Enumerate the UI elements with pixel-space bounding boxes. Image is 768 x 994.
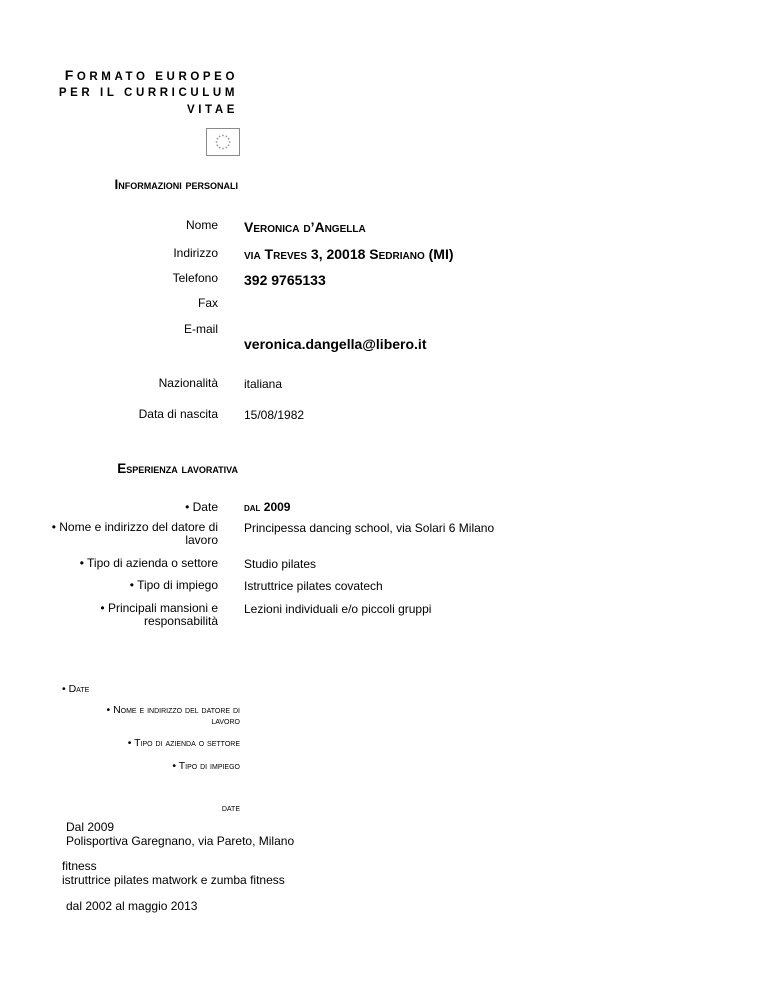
cv-header-line3: VITAE <box>186 104 238 116</box>
name-value: Veronica d’Angella <box>244 219 366 235</box>
eu-flag-icon <box>206 128 240 156</box>
cv-header-line1-rest: ORMATO EUROPEO <box>76 71 238 83</box>
email-label: E-mail <box>183 322 218 336</box>
employer-value: Principessa dancing school, via Solari 6 Milano <box>244 521 495 535</box>
email-value: veronica.dangella@libero.it <box>244 336 427 352</box>
overflow-employer-label-line1: • Nome e indirizzo del datore di <box>106 704 240 716</box>
phone-value: 392 9765133 <box>244 272 326 288</box>
personal-info-title: Informazioni personali <box>114 177 238 192</box>
nationality-value: italiana <box>244 377 283 391</box>
duties-label-line2: responsabilità <box>143 614 218 628</box>
overflow-employer-label <box>106 705 240 727</box>
overflow-text-5: dal 2002 al maggio 2013 <box>66 899 198 913</box>
experience-date-value: dal 2009 <box>244 500 291 514</box>
experience-date-label: • Date <box>185 500 218 514</box>
job-type-value: Istruttrice pilates covatech <box>244 579 383 593</box>
address-value: via Treves 3, 20018 Sedriano (MI) <box>244 246 454 262</box>
birthdate-label: Data di nascita <box>138 407 218 421</box>
job-type-label: • Tipo di impiego <box>129 578 218 592</box>
sector-value: Studio pilates <box>244 557 317 571</box>
cv-header-line1 <box>65 67 238 83</box>
overflow-sector-label: • Tipo di azienda o settore <box>127 737 240 749</box>
address-label: Indirizzo <box>173 246 218 260</box>
birthdate-value: 15/08/1982 <box>244 408 305 422</box>
duties-value: Lezioni individuali e/o piccoli gruppi <box>244 602 432 616</box>
overflow-text-4: istruttrice pilates matwork e zumba fitness <box>62 873 285 887</box>
cv-header-initial: F <box>64 67 77 83</box>
employer-label-line1: • Nome e indirizzo del datore di <box>51 520 218 534</box>
duties-label-line1: • Principali mansioni e <box>100 601 218 615</box>
overflow-date-label: • Date <box>62 683 90 695</box>
overflow-employer-label-line2: lavoro <box>211 715 240 727</box>
name-label: Nome <box>185 218 218 232</box>
experience-title: Esperienza lavorativa <box>117 461 238 476</box>
duties-label <box>100 602 218 628</box>
overflow-text-3: fitness <box>62 859 97 873</box>
fax-label: Fax <box>197 296 218 310</box>
employer-label-line2: lavoro <box>185 533 218 547</box>
sector-label: • Tipo di azienda o settore <box>79 556 218 570</box>
phone-label: Telefono <box>172 271 218 285</box>
overflow-text-1: Dal 2009 <box>66 820 115 834</box>
overflow-text-2: Polisportiva Garegnano, via Pareto, Milano <box>66 834 295 848</box>
overflow-date-label-2: date <box>221 802 240 814</box>
employer-label <box>52 521 218 547</box>
cv-header-line2: PER IL CURRICULUM <box>58 87 238 99</box>
overflow-job-label: • Tipo di impiego <box>172 760 240 772</box>
nationality-label: Nazionalità <box>158 376 218 390</box>
